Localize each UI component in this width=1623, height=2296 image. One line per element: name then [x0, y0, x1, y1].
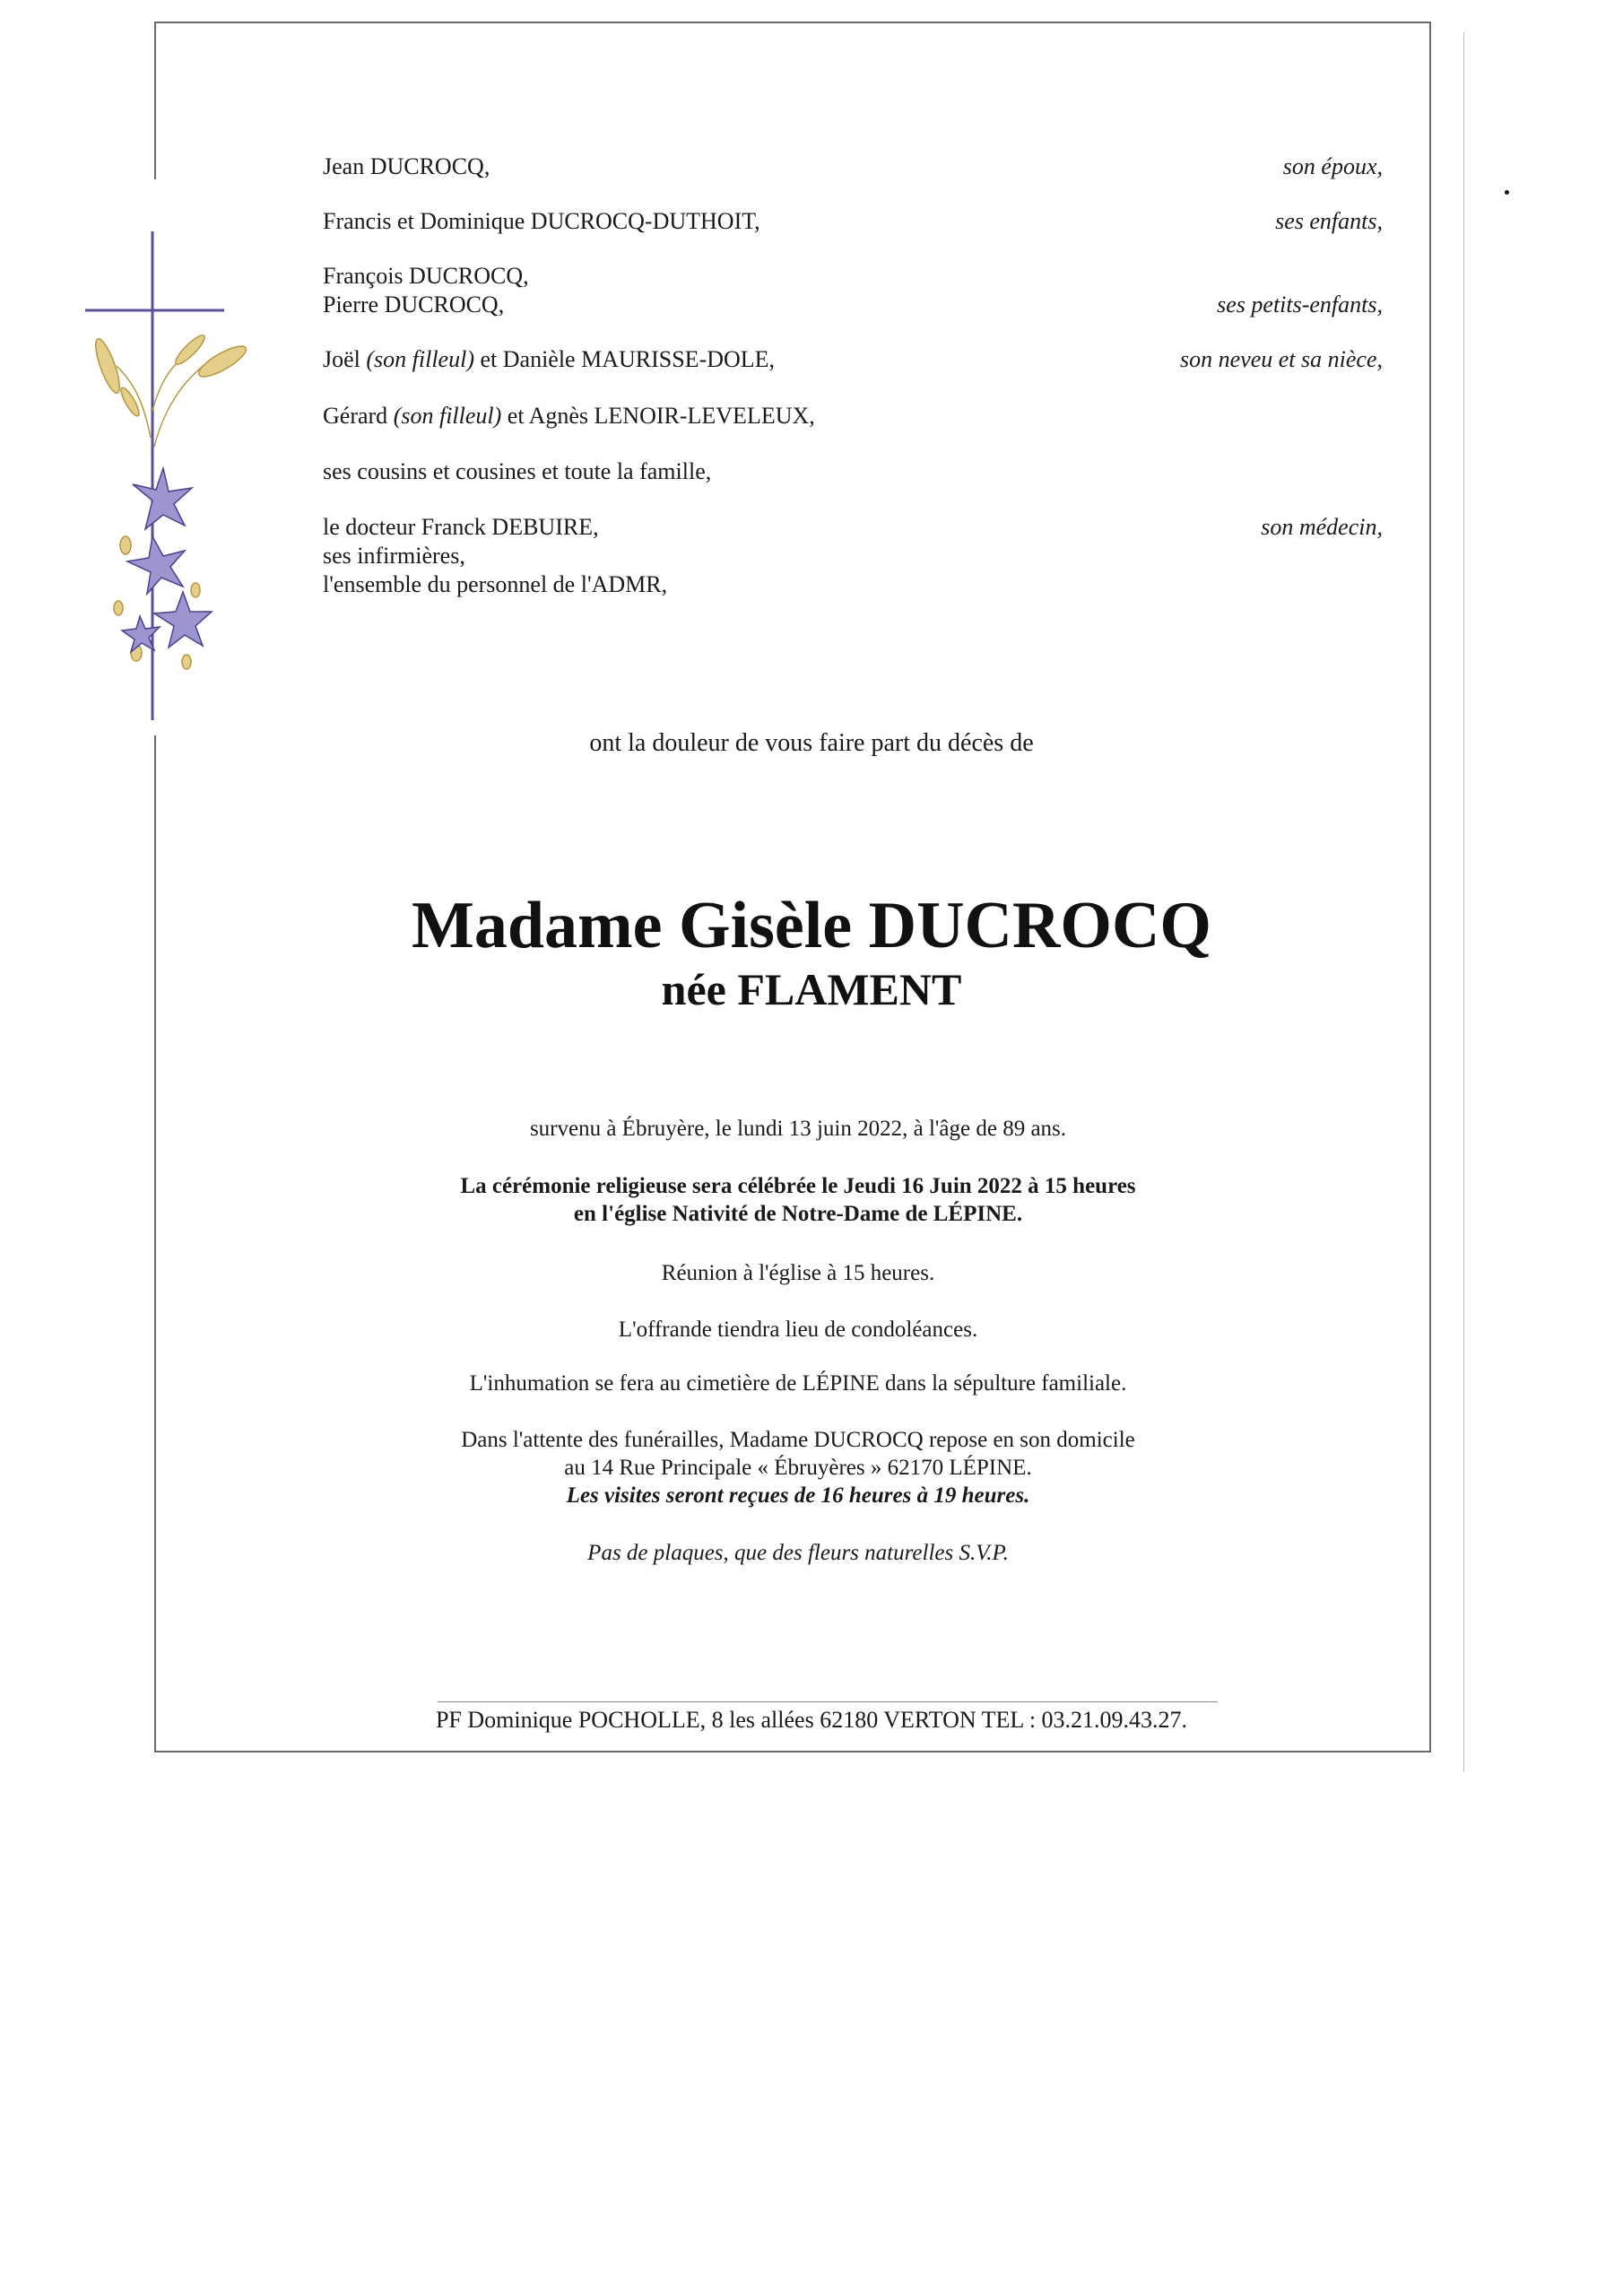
burial-info: L'inhumation se fera au cimetière de LÉPINE dans la sépulture familiale. [469, 1371, 1127, 1396]
resting-info: Dans l'attente des funérailles, Madame DUCROCQ repose en son domicile au 14 Rue Principale « Ébruyères » 62170 LÉPINE. Les visites seront reçues de 16 heures à 19 heures. [461, 1428, 1135, 1508]
ceremony-details: La cérémonie religieuse sera célébrée le Jeudi 16 Juin 2022 à 15 heures en l'église Nativité de Notre-Dame de LÉPINE. [460, 1174, 1136, 1226]
announcement-intro: ont la douleur de vous faire part du décès de [589, 729, 1034, 757]
death-details: survenu à Ébruyère, le lundi 13 juin 2022, à l'âge de 89 ans. [529, 1117, 1067, 1141]
funeral-home-footer: PF Dominique POCHOLLE, 8 les allées 62180 VERTON TEL : 03.21.09.43.27. [435, 1707, 1188, 1733]
family-names: Gérard (son filleul) et Agnès LENOIR-LEVELEUX, [323, 403, 815, 429]
meeting-info: Réunion à l'église à 15 heures. [661, 1261, 935, 1285]
deceased-name: Madame Gisèle DUCROCQ [412, 889, 1211, 962]
family-names: Francis et Dominique DUCROCQ-DUTHOIT, [323, 208, 760, 234]
family-names: Joël (son filleul) et Danièle MAURISSE-DOLE, [323, 346, 776, 372]
maiden-name: née FLAMENT [661, 964, 962, 1014]
offering-info: L'offrande tiendra lieu de condoléances. [618, 1318, 978, 1342]
scan-speck [1505, 190, 1509, 195]
family-relation: son époux, [1282, 153, 1383, 179]
cross-with-wheat-and-flowers-icon [81, 231, 260, 729]
flower-icon [122, 468, 212, 652]
family-relation: son médecin, [1261, 514, 1383, 540]
family-names: ses cousins et cousines et toute la famille, [323, 458, 712, 484]
family-names: François DUCROCQ, Pierre DUCROCQ, [323, 263, 529, 317]
family-relation: son neveu et sa nièce, [1180, 346, 1383, 372]
flowers-note: Pas de plaques, que des fleurs naturelles S.V.P. [587, 1541, 1009, 1565]
footer-divider [438, 1701, 1218, 1702]
family-relation: ses petits-enfants, [1217, 291, 1383, 317]
family-names: le docteur Franck DEBUIRE, ses infirmières, l'ensemble du personnel de l'ADMR, [323, 514, 668, 597]
family-names: Jean DUCROCQ, [323, 153, 490, 179]
family-relation: ses enfants, [1275, 208, 1383, 234]
